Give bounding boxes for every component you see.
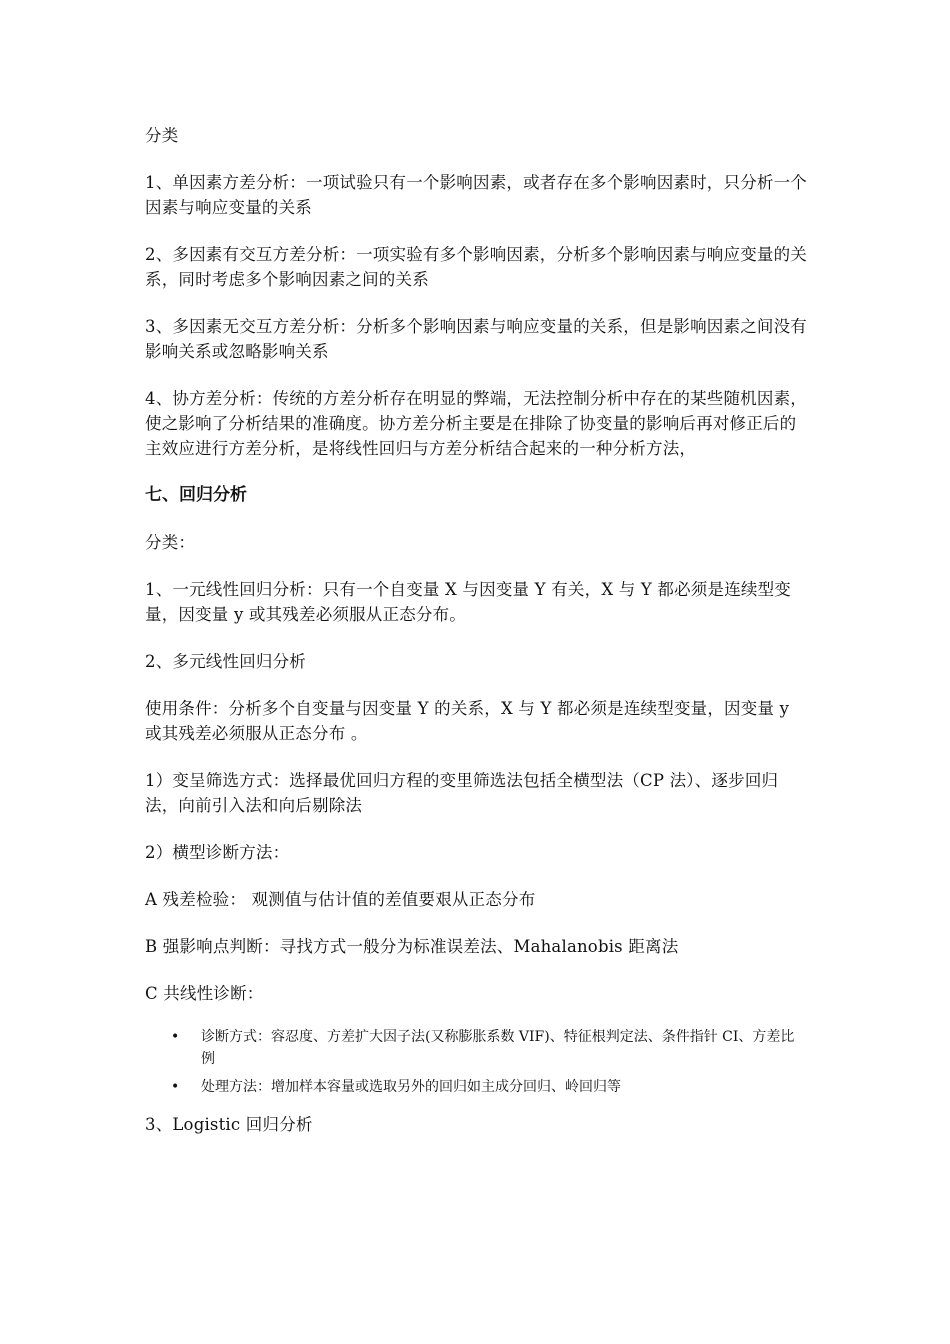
paragraph-multi-factor-no-interaction-anova: 3、多因素无交互方差分析：分析多个影响因素与响应变量的关系，但是影响因素之间没有影响关系或忽略影响关系 [145, 317, 807, 361]
list-item [145, 1026, 807, 1070]
paragraph-multiple-linear-regression: 2、多元线性回归分析 [145, 652, 306, 671]
bullet-icon: • [171, 1079, 180, 1095]
list-item-text: 诊断方式：容忍度、方差扩大因子法(又称膨胀系数 VIF)、特征根判定法、条件指针 CI、方差比例 [201, 1029, 795, 1067]
list-item-text: 处理方法：增加样本容量或选取另外的回归如主成分回归、岭回归等 [201, 1079, 621, 1095]
list-item [145, 1076, 807, 1098]
bullet-icon: • [171, 1029, 180, 1045]
section-heading-regression: 七、回归分析 [145, 485, 247, 505]
collinearity-bullet-list [145, 1026, 807, 1098]
paragraph-covariance-analysis: 4、协方差分析：传统的方差分析存在明显的弊端，无法控制分析中存在的某些随机因素，使之影响了分析结果的准确度。协方差分析主要是在排除了协变量的影响后再对修正后的主效应进行方差分析，是将线性回归与方差分析结合起来的一种分析方法， [145, 389, 807, 458]
paragraph-residual-test: A 残差检验： 观测值与估计值的差值要艰从正态分布 [145, 890, 536, 909]
paragraph-regression-category: 分类： [145, 533, 196, 552]
paragraph-model-diagnostics: 2）横型诊断方法： [145, 843, 290, 862]
paragraph-multi-factor-interaction-anova: 2、多因素有交互方差分析：一项实验有多个影响因素，分析多个影响因素与响应变量的关系，同时考虑多个影响因素之间的关系 [145, 245, 807, 289]
paragraph-collinearity-diagnosis: C 共线性诊断： [145, 984, 264, 1003]
paragraph-logistic-regression: 3、Logistic 回归分析 [145, 1115, 313, 1134]
paragraph-simple-linear-regression: 1、一元线性回归分析：只有一个自变量 X 与因变量 Y 有关，X 与 Y 都必须是连续型变量，因变量 y 或其残差必须服从正态分布。 [145, 580, 791, 624]
paragraph-one-way-anova: 1、单因素方差分析：一项试验只有一个影响因素，或者存在多个影响因素时，只分析一个因素与响应变量的关系 [145, 173, 807, 217]
paragraph-usage-conditions: 使用条件：分析多个自变量与因变量 Y 的关系，X 与 Y 都必须是连续型变量，因变量 y 或其残差必须服从正态分布 。 [145, 699, 790, 743]
paragraph-variable-selection: 1）变呈筛选方式：选择最优回归方程的变里筛选法包括全横型法（CP 法）、逐步回归法，向前引入法和向后剔除法 [145, 771, 779, 815]
document-body [145, 123, 807, 1159]
paragraph-category: 分类 [145, 126, 179, 145]
paragraph-influential-points: B 强影响点判断：寻找方式一般分为标准误差法、Mahalanobis 距离法 [145, 937, 679, 956]
